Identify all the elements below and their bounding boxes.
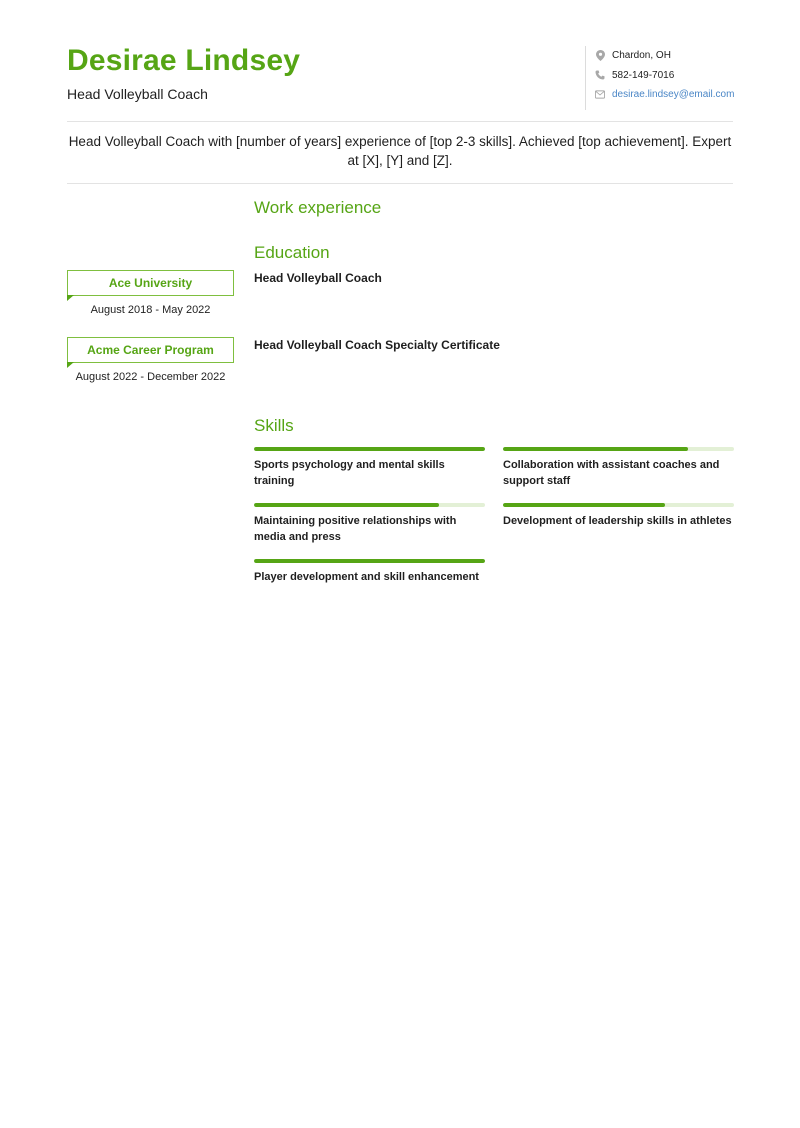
skill-level-track <box>254 447 485 451</box>
skill-level-track <box>254 559 485 563</box>
skill-label: Player development and skill enhancement <box>254 571 479 583</box>
contact-location-text: Chardon, OH <box>612 50 671 62</box>
skill-level-track <box>503 447 734 451</box>
phone-icon <box>595 70 605 80</box>
summary-divider <box>67 183 733 184</box>
section-title-education: Education <box>254 243 330 262</box>
skill-label: Development of leadership skills in athletes <box>503 515 732 527</box>
education-dates: August 2018 - May 2022 <box>90 304 211 316</box>
skill-label: Collaboration with assistant coaches and support staff <box>503 459 720 487</box>
skill-level-fill <box>503 503 665 507</box>
skill-item <box>254 503 485 545</box>
candidate-role: Head Volleyball Coach <box>67 86 208 102</box>
contact-location <box>595 46 735 66</box>
education-school: Acme Career Program <box>87 343 214 357</box>
skill-level-track <box>254 503 485 507</box>
contact-phone <box>595 66 735 86</box>
contact-email-link[interactable]: desirae.lindsey@email.com <box>612 89 735 101</box>
skill-item <box>503 447 734 489</box>
section-title-work-experience: Work experience <box>254 198 382 217</box>
envelope-icon <box>595 90 605 100</box>
education-dates: August 2022 - December 2022 <box>75 371 226 383</box>
skill-level-track <box>503 503 734 507</box>
contact-block <box>585 46 735 110</box>
skill-level-fill <box>503 447 688 451</box>
education-school-badge <box>67 337 234 363</box>
section-title-skills: Skills <box>254 416 294 435</box>
map-pin-icon <box>595 51 605 61</box>
skill-label: Sports psychology and mental skills training <box>254 459 445 487</box>
education-school: Ace University <box>108 276 193 290</box>
badge-tail <box>67 295 74 301</box>
contact-email[interactable] <box>595 85 735 105</box>
professional-summary: Head Volleyball Coach with [number of years] experience of [top 2-3 skills]. Achieved [top achievement]. Expert at [X], [Y] and [Z]. <box>68 134 732 168</box>
skill-item <box>254 447 485 489</box>
education-degree: Head Volleyball Coach <box>254 271 382 285</box>
candidate-name: Desirae Lindsey <box>67 44 301 77</box>
badge-tail <box>67 362 74 368</box>
skill-level-fill <box>254 447 485 451</box>
skill-item <box>254 559 485 586</box>
contact-phone-text: 582-149-7016 <box>612 69 675 81</box>
skill-item <box>503 503 734 530</box>
skill-level-fill <box>254 559 485 563</box>
header-divider <box>67 121 733 122</box>
resume-header <box>67 44 733 110</box>
skill-level-fill <box>254 503 439 507</box>
skill-label: Maintaining positive relationships with media and press <box>254 515 457 543</box>
education-school-badge <box>67 270 234 296</box>
education-degree: Head Volleyball Coach Specialty Certificate <box>254 338 500 352</box>
